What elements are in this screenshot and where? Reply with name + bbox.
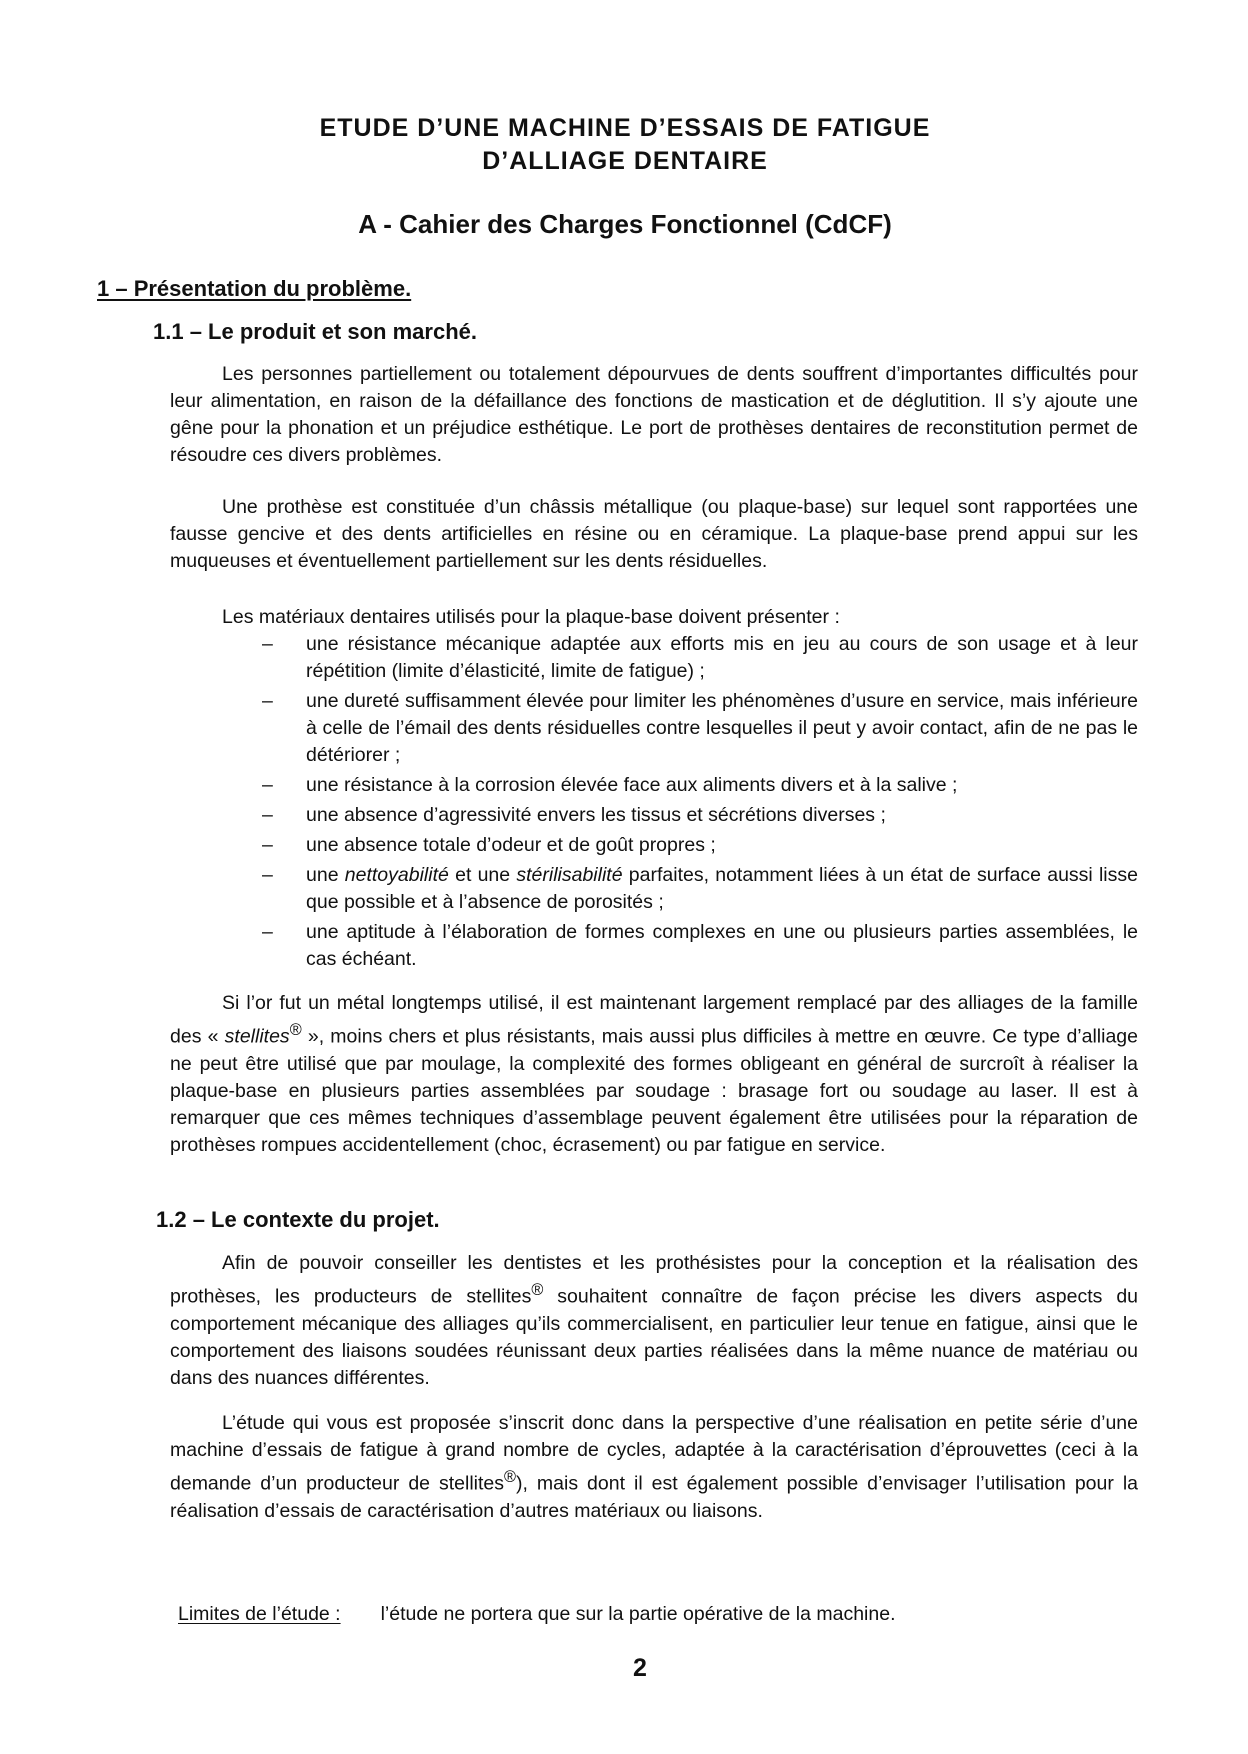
list-item	[262, 862, 1138, 916]
requirements-list	[262, 631, 1138, 976]
italic-term: stellites	[224, 1025, 290, 1048]
list-item	[262, 832, 1138, 859]
paragraph-3-text-post: », moins chers et plus résistants, mais aussi plus difficiles à mettre en œuvre. Ce type d’alliage ne peut être utilisé que par moulage, la complexité des formes obligeant en général de surcroît à réaliser la plaque-base en plusieurs parties assemblées par soudage : brasage fort ou soudage au laser. Il est à remarquer que ces mêmes techniques d’assemblage peuvent également être utilisées pour la réparation de prothèses rompues accidentellement (choc, écrasement) ou par fatigue en service.	[170, 1025, 1138, 1156]
paragraph-4	[170, 1250, 1138, 1392]
list-item-text-pre: une	[306, 864, 345, 886]
paragraph-1-text: Les personnes partiellement ou totalement dépourvues de dents souffrent d’importantes difficultés pour leur alimentation, en raison de la défaillance des fonctions de mastication et de déglutition. Il s’y ajoute une gêne pour la phonation et un préjudice esthétique. Le port de prothèses dentaires de reconstitution permet de résoudre ces divers problèmes.	[170, 363, 1138, 466]
dash-bullet: –	[262, 690, 273, 712]
paragraph-5-text-post: ), mais dont il est également possible d’envisager l’utilisation pour la réalisation d’essais de caractérisation d’autres matériaux ou liaisons.	[170, 1472, 1138, 1522]
list-item-text: une résistance à la corrosion élevée face aux aliments divers et à la salive ;	[306, 774, 958, 796]
section-1-2-heading: 1.2 – Le contexte du projet.	[156, 1207, 440, 1232]
paragraph-2-text: Une prothèse est constituée d’un châssis métallique (ou plaque-base) sur lequel sont rapportées une fausse gencive et des dents artificielles en résine ou en céramique. La plaque-base prend appui sur les muqueuses et éventuellement partiellement sur les dents résiduelles.	[170, 496, 1138, 572]
registered-mark: ®	[531, 1281, 544, 1299]
list-item-text: une absence d’agressivité envers les tissus et sécrétions diverses ;	[306, 804, 886, 826]
dash-bullet: –	[262, 921, 273, 943]
paragraph-1	[170, 361, 1138, 469]
dash-bullet: –	[262, 804, 273, 826]
list-item	[262, 772, 1138, 799]
document-title	[200, 112, 1050, 178]
study-limits-text: l’étude ne portera que sur la partie opérative de la machine.	[380, 1603, 896, 1625]
paragraph-3-text-pre: Si l’or fut un métal longtemps utilisé, il est maintenant largement remplacé par des alliages de la famille des «	[170, 992, 1138, 1048]
dash-bullet: –	[262, 864, 273, 886]
registered-mark: ®	[504, 1468, 517, 1486]
list-item	[262, 919, 1138, 973]
paragraph-5-text-pre: L’étude qui vous est proposée s’inscrit donc dans la perspective d’une réalisation en petite série d’une machine d’essais de fatigue à grand nombre de cycles, adaptée à la caractérisation d’éprouvettes (ceci à la demande d’un producteur de stellites	[170, 1412, 1138, 1495]
page-number: 2	[633, 1654, 647, 1682]
list-item-text: une dureté suffisamment élevée pour limiter les phénomènes d’usure en service, mais inférieure à celle de l’émail des dents résiduelles contre lesquelles il peut y avoir contact, afin de ne pas le détériorer ;	[306, 690, 1138, 766]
paragraph-5	[170, 1410, 1138, 1525]
title-line-2: D’ALLIAGE DENTAIRE	[482, 147, 768, 175]
italic-term: stérilisabilité	[516, 864, 623, 886]
list-intro: Les matériaux dentaires utilisés pour la plaque-base doivent présenter :	[222, 606, 840, 628]
section-1-heading: 1 – Présentation du problème.	[97, 276, 412, 301]
list-item-text: une aptitude à l’élaboration de formes complexes en une ou plusieurs parties assemblées, le cas échéant.	[306, 921, 1138, 970]
paragraph-4-text-post: souhaitent connaître de façon précise les divers aspects du comportement mécanique des alliages qu’ils commercialisent, en particulier leur tenue en fatigue, ainsi que le comportement des liaisons soudées réunissant deux parties réalisées dans la même nuance de matériau ou dans des nuances différentes.	[170, 1285, 1139, 1389]
list-item-text: une absence totale d’odeur et de goût propres ;	[306, 834, 716, 856]
list-item	[262, 688, 1138, 769]
study-limits	[178, 1601, 896, 1628]
registered-mark: ®	[289, 1021, 302, 1039]
section-1-1-heading: 1.1 – Le produit et son marché.	[153, 319, 477, 344]
list-item	[262, 802, 1138, 829]
list-item	[262, 631, 1138, 685]
dash-bullet: –	[262, 633, 273, 655]
list-item-text-mid: et une	[448, 864, 517, 886]
dash-bullet: –	[262, 774, 273, 796]
study-limits-label: Limites de l’étude :	[178, 1603, 341, 1625]
italic-term: nettoyabilité	[344, 864, 449, 886]
dash-bullet: –	[262, 834, 273, 856]
document-subtitle: A - Cahier des Charges Fonctionnel (CdCF)	[358, 209, 892, 239]
list-item-text-post: parfaites, notamment liées à un état de surface aussi lisse que possible et à l’absence de porosités ;	[306, 864, 1138, 913]
title-line-1: ETUDE D’UNE MACHINE D’ESSAIS DE FATIGUE	[319, 114, 931, 142]
list-item-text: une résistance mécanique adaptée aux efforts mis en jeu au cours de son usage et à leur répétition (limite d’élasticité, limite de fatigue) ;	[306, 633, 1138, 682]
paragraph-3	[170, 990, 1138, 1159]
paragraph-4-text-pre: Afin de pouvoir conseiller les dentistes et les prothésistes pour la conception et la réalisation des prothèses, les producteurs de stellites	[170, 1252, 1138, 1308]
paragraph-2	[170, 494, 1138, 575]
